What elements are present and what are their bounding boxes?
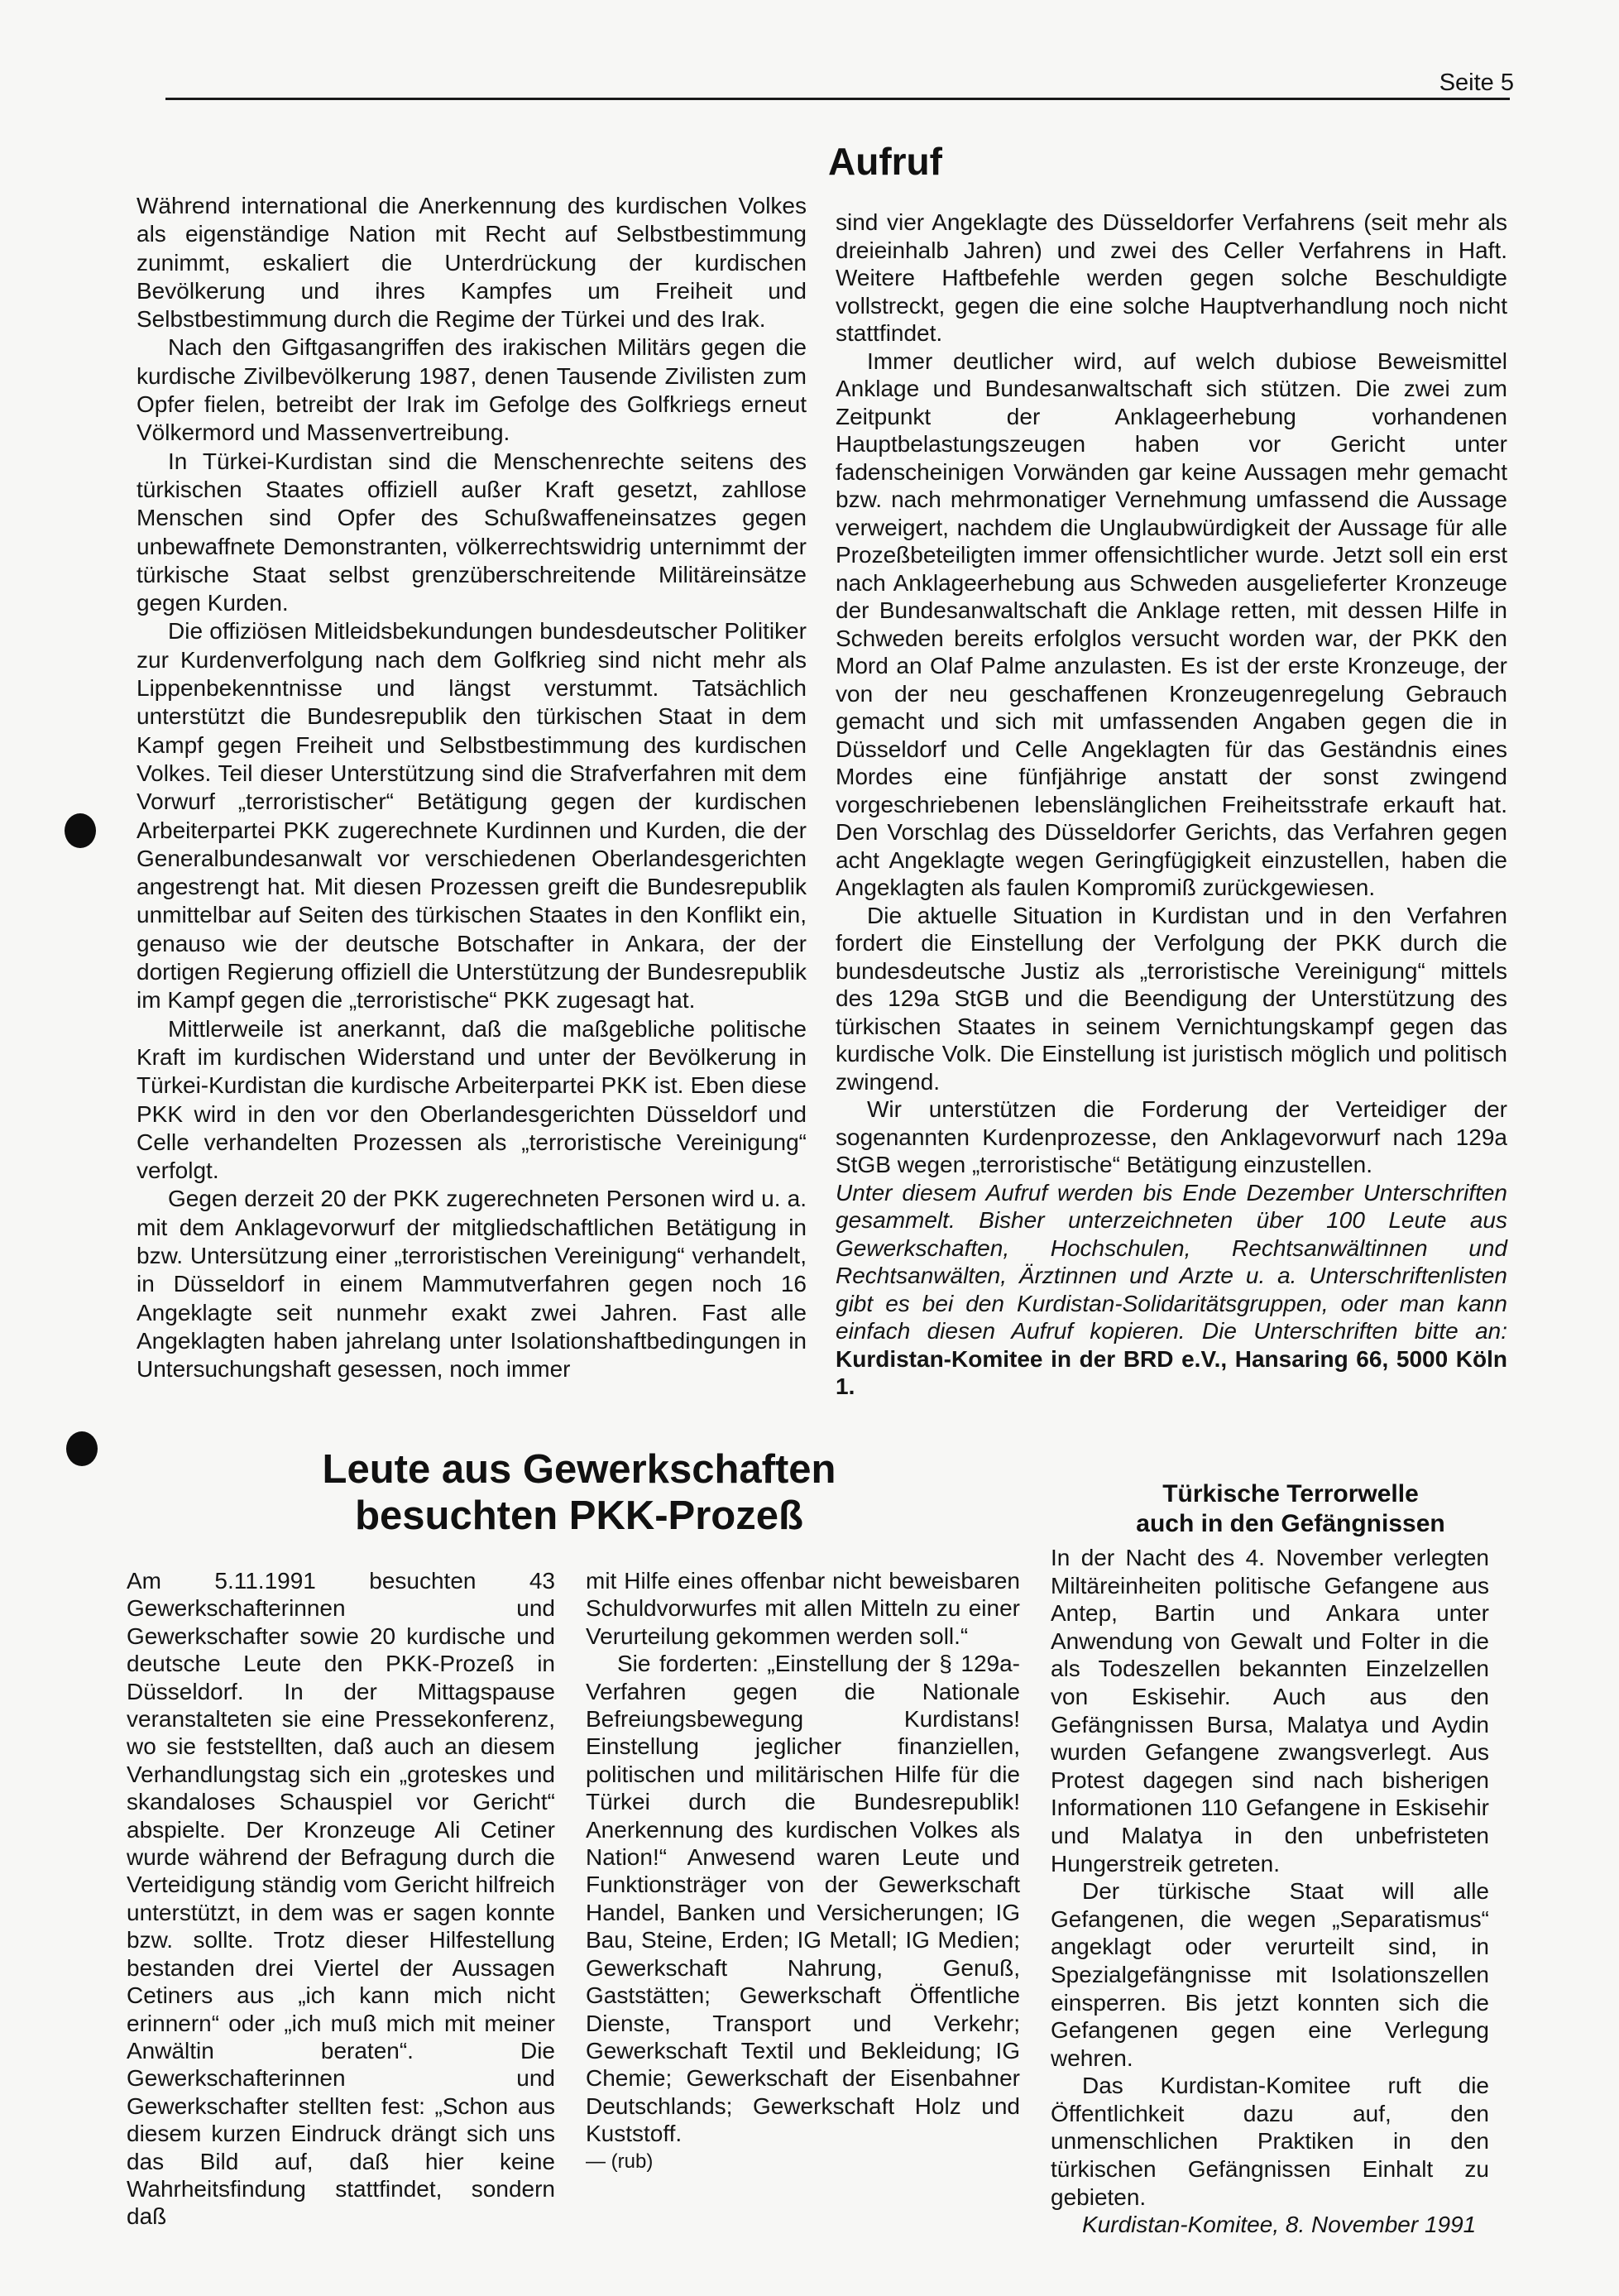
terrorwelle-paragraph: Der türkische Staat will alle Gefangenen, die wegen „Separatismus“ angeklagt oder verurteilt sind, in Spezialgefängnisse mit Isolationszellen einsperren. Bis jetzt konnten sich die Gefangenen gegen eine Verlegung wehren.	[1051, 1878, 1489, 2071]
aufruf-column-2	[836, 209, 1507, 1401]
gewerkschaften-paragraph: Am 5.11.1991 besuchten 43 Gewerkschafterinnen und Gewerkschafter sowie 20 kurdische und deutsche Leute den PKK-Prozeß in Düsseldorf. In der Mittagspause veranstalteten sie eine Pressekonferenz, wo sie feststellten, daß auch an diesem Verhandlungstag sich ein „groteskes und skandaloses Schauspiel vor Gericht“ abspielte. Der Kronzeuge Ali Cetiner wurde während der Befragung durch die Verteidigung ständig vom Gericht hilfreich unterstützt, in dem was er sagen konnte bzw. sollte. Trotz dieser Hilfestellung bestanden drei Viertel der Aussagen Cetiners aus „ich kann mich nicht erinnern“ oder „ich muß mich mit meiner Anwältin beraten“. Die Gewerkschafterinnen und Gewerkschafter stellten fest: „Schon aus diesem kurzen Eindruck drängt sich uns das Bild auf, daß hier keine Wahrheitsfindung stattfindet, sondern daß	[127, 1568, 555, 2230]
aufruf-note: Unter diesem Aufruf werden bis Ende Dezember Unterschriften gesammelt. Bisher unterzeichneten über 100 Leute aus Gewerkschaften, Hochschulen, Rechtsanwältinnen und Rechtsanwälten, Ärztinnen und Arzte u. a. Unterschriftenlisten gibt es bei den Kurdistan-Solidaritätsgruppen, oder man kann einfach diesen Aufruf kopieren. Die Unterschriften bitte an:	[836, 1179, 1507, 1344]
punch-hole-lower	[66, 1431, 98, 1466]
aufruf-paragraph: sind vier Angeklagte des Düsseldorfer Verfahrens (seit mehr als dreieinhalb Jahren) und zwei des Celler Verfahrens in Haft. Weitere Haftbefehle werden gegen solche Beschuldigte vollstreckt, gegen die eine solche Hauptverhandlung noch nicht stattfindet.	[836, 209, 1507, 346]
gewerkschaften-column-1	[127, 1567, 555, 2231]
terrorwelle-signature: Kurdistan-Komitee, 8. November 1991	[1082, 2212, 1477, 2238]
terrorwelle-title-line-2: auch in den Gefängnissen	[1136, 1510, 1445, 1537]
aufruf-paragraph: Nach den Giftgasangriffen des irakischen Militärs gegen die kurdische Zivilbevölkerung 1987, denen Tausende Zivilisten zum Opfer fielen, betreibt der Irak im Gefolge des Golfkriegs erneut Völkermord und Massenvertreibung.	[137, 334, 807, 446]
aufruf-paragraph: Die offiziösen Mitleidsbekundungen bundesdeutscher Politiker zur Kurdenverfolgung nach dem Golfkrieg sind nicht mehr als Lippenbekenntnisse und längst verstummt. Tatsächlich unterstützt die Bundesrepublik den türkischen Staat in dem Kampf gegen Freiheit und Selbstbestimmung des kurdischen Volkes. Teil dieser Unterstützung sind die Strafverfahren mit dem Vorwurf „terroristischer“ Betätigung gegen der kurdischen Arbeiterpartei PKK zugerechnete Kurdinnen und Kurden, die der Generalbundesanwalt vor verschiedenen Oberlandesgerichten angestrengt hat. Mit diesen Prozessen greift die Bundesrepublik unmittelbar auf Seiten des türkischen Staates in den Konflikt ein, genauso wie der deutsche Botschafter in Ankara, der der dortigen Regierung offiziell die Unterstützung der Bundesrepublik im Kampf gegen die „terroristische“ PKK zugesagt hat.	[137, 618, 807, 1014]
aufruf-paragraph: Während international die Anerkennung des kurdischen Volkes als eigenständige Nation mit Recht auf Selbstbestimmung zunimmt, eskaliert die Unterdrückung der kurdischen Bevölkerung und ihres Kampfes um Freiheit und Selbstbestimmung durch die Regime der Türkei und des Irak.	[137, 193, 807, 333]
header-rule	[165, 98, 1510, 100]
gewerkschaften-title-line-2: besuchten PKK-Prozeß	[355, 1493, 803, 1538]
aufruf-column-1	[137, 192, 807, 1383]
gewerkschaften-paragraph: Sie forderten: „Einstellung der § 129a-Verfahren gegen die Nationale Befreiungsbewegung Kurdistans! Einstellung jeglicher finanziellen, politischen und militärischen Hilfe für die Türkei durch die Bundesrepublik! Anerkennung des kurdischen Volkes als Nation!“ Anwesend waren Leute und Funktionsträger von der Gewerkschaft Handel, Banken und Versicherungen; IG Bau, Steine, Erden; IG Metall; IG Medien; Gewerkschaft Nahrung, Genuß, Gaststätten; Gewerkschaft Öffentliche Dienste, Transport und Verkehr; Gewerkschaft Textil und Bekleidung; IG Chemie; Gewerkschaft der Eisenbahner Deutschlands; Gewerkschaft Holz und Kuststoff.	[586, 1651, 1020, 2147]
terrorwelle-paragraph: Das Kurdistan-Komitee ruft die Öffentlichkeit dazu auf, den unmenschlichen Praktiken in den türkischen Gefängnissen Einhalt zu gebieten.	[1051, 2073, 1489, 2210]
aufruf-address: Kurdistan-Komitee in der BRD e.V., Hansaring 66, 5000 Köln 1.	[836, 1345, 1507, 1399]
gewerkschaften-title-line-1: Leute aus Gewerkschaften	[322, 1447, 836, 1492]
terrorwelle-column	[1051, 1544, 1489, 2239]
gewerkschaften-column-2	[586, 1567, 1020, 2175]
gewerkschaften-credit: — (rub)	[586, 2150, 654, 2173]
aufruf-signature-note	[836, 1179, 1507, 1401]
aufruf-title: Aufruf	[828, 140, 942, 183]
page-number: Seite 5	[1439, 70, 1514, 96]
aufruf-paragraph: Mittlerweile ist anerkannt, daß die maßgebliche politische Kraft im kurdischen Widerstand und unter der Bevölkerung in Türkei-Kurdistan die kurdische Arbeiterpartei PKK ist. Eben diese PKK wird in den vor den Oberlandesgerichten Düsseldorf und Celle verhandelten Prozessen als „terroristische Vereinigung“ verfolgt.	[137, 1015, 807, 1184]
terrorwelle-paragraph: In der Nacht des 4. November verlegten Miltäreinheiten politische Gefangene aus Antep, Bartin und Ankara unter Anwendung von Gewalt und Folter in die als Todeszellen bekannten Einzelzellen von Eskisehir. Auch aus den Gefängnissen Bursa, Malatya und Aydin wurden Gefangene zwangsverlegt. Aus Protest dagegen sind nach bisherigen Informationen 110 Gefangene in Eskisehir und Malatya in den unbefristeten Hungerstreik getreten.	[1051, 1545, 1489, 1877]
terrorwelle-title-line-1: Türkische Terrorwelle	[1162, 1480, 1419, 1507]
gewerkschaften-title	[273, 1446, 885, 1539]
punch-hole-upper	[65, 813, 96, 848]
terrorwelle-title	[1051, 1479, 1530, 1539]
gewerkschaften-paragraph: mit Hilfe eines offenbar nicht beweisbaren Schuldvorwurfes mit allen Mitteln zu einer Verurteilung gekommen werden soll.“	[586, 1568, 1020, 1649]
aufruf-paragraph: Wir unterstützen die Forderung der Verteidiger der sogenannten Kurdenprozesse, den Anklagevorwurf nach 129a StGB wegen „terroristische“ Betätigung einzustellen.	[836, 1096, 1507, 1177]
aufruf-paragraph: Gegen derzeit 20 der PKK zugerechneten Personen wird u. a. mit dem Anklagevorwurf der mitgliedschaftlichen Betätigung in bzw. Untersützung einer „terroristischen Vereinigung“ verhandelt, in Düsseldorf in einem Mammutverfahren gegen noch 16 Angeklagte seit nunmehr exakt zwei Jahren. Fast alle Angeklagten haben jahrelang unter Isolationshaftbedingungen in Untersuchungshaft gesessen, noch immer	[137, 1186, 807, 1383]
aufruf-paragraph: Immer deutlicher wird, auf welch dubiose Beweismittel Anklage und Bundesanwaltschaft sich stützen. Die zwei zum Zeitpunkt der Anklageerhebung vorhandenen Hauptbelastungszeugen haben vor Gericht unter fadenscheinigen Vorwänden gar keine Aussagen mehr gemacht bzw. nach mehrmonatiger Vernehmung umfassend die Aussage verweigert, nachdem die Unglaubwürdigkeit der Aussage für alle Prozeßbeteiligten immer offensichtlicher wurde. Jetzt soll ein erst nach Anklageerhebung aus Schweden ausgelieferter Kronzeuge der Bundesanwaltschaft die Anklage retten, mit dessen Hilfe in Schweden bereits erfolglos versucht worden war, der PKK den Mord an Olaf Palme anzulasten. Es ist der erste Kronzeuge, der von der neu geschaffenen Kronzeugenregelung Gebrauch gemacht und sich mit umfassenden Angaben gegen die in Düsseldorf und Celle Angeklagten für das Geständnis eines Mordes eine fünfjährige anstatt der sonst zwingend vorgeschriebenen lebenslänglichen Freiheitsstrafe erkauft hat. Den Vorschlag des Düsseldorfer Gerichts, das Verfahren gegen acht Angeklagte wegen Geringfügigkeit einzustellen, haben die Angeklagten als faulen Kompromiß zurückgewiesen.	[836, 348, 1507, 900]
aufruf-paragraph: In Türkei-Kurdistan sind die Menschenrechte seitens des türkischen Staates offiziell außer Kraft gesetzt, zahllose Menschen sind Opfer des Schußwaffeneinsatzes gegen unbewaffnete Demonstranten, völkerrechtswidrig unternimmt der türkische Staat selbst grenzüberschreitende Militäreinsätze gegen Kurden.	[137, 448, 807, 616]
aufruf-paragraph: Die aktuelle Situation in Kurdistan und in den Verfahren fordert die Einstellung der Verfolgung der PKK durch die bundesdeutsche Justiz als „terroristische Vereinigung“ mittels des 129a StGB und die Beendigung der Unterstützung des türkischen Staates in seinem Vernichtungskampf gegen das kurdische Volk. Die Einstellung ist juristisch möglich und politisch zwingend.	[836, 902, 1507, 1095]
